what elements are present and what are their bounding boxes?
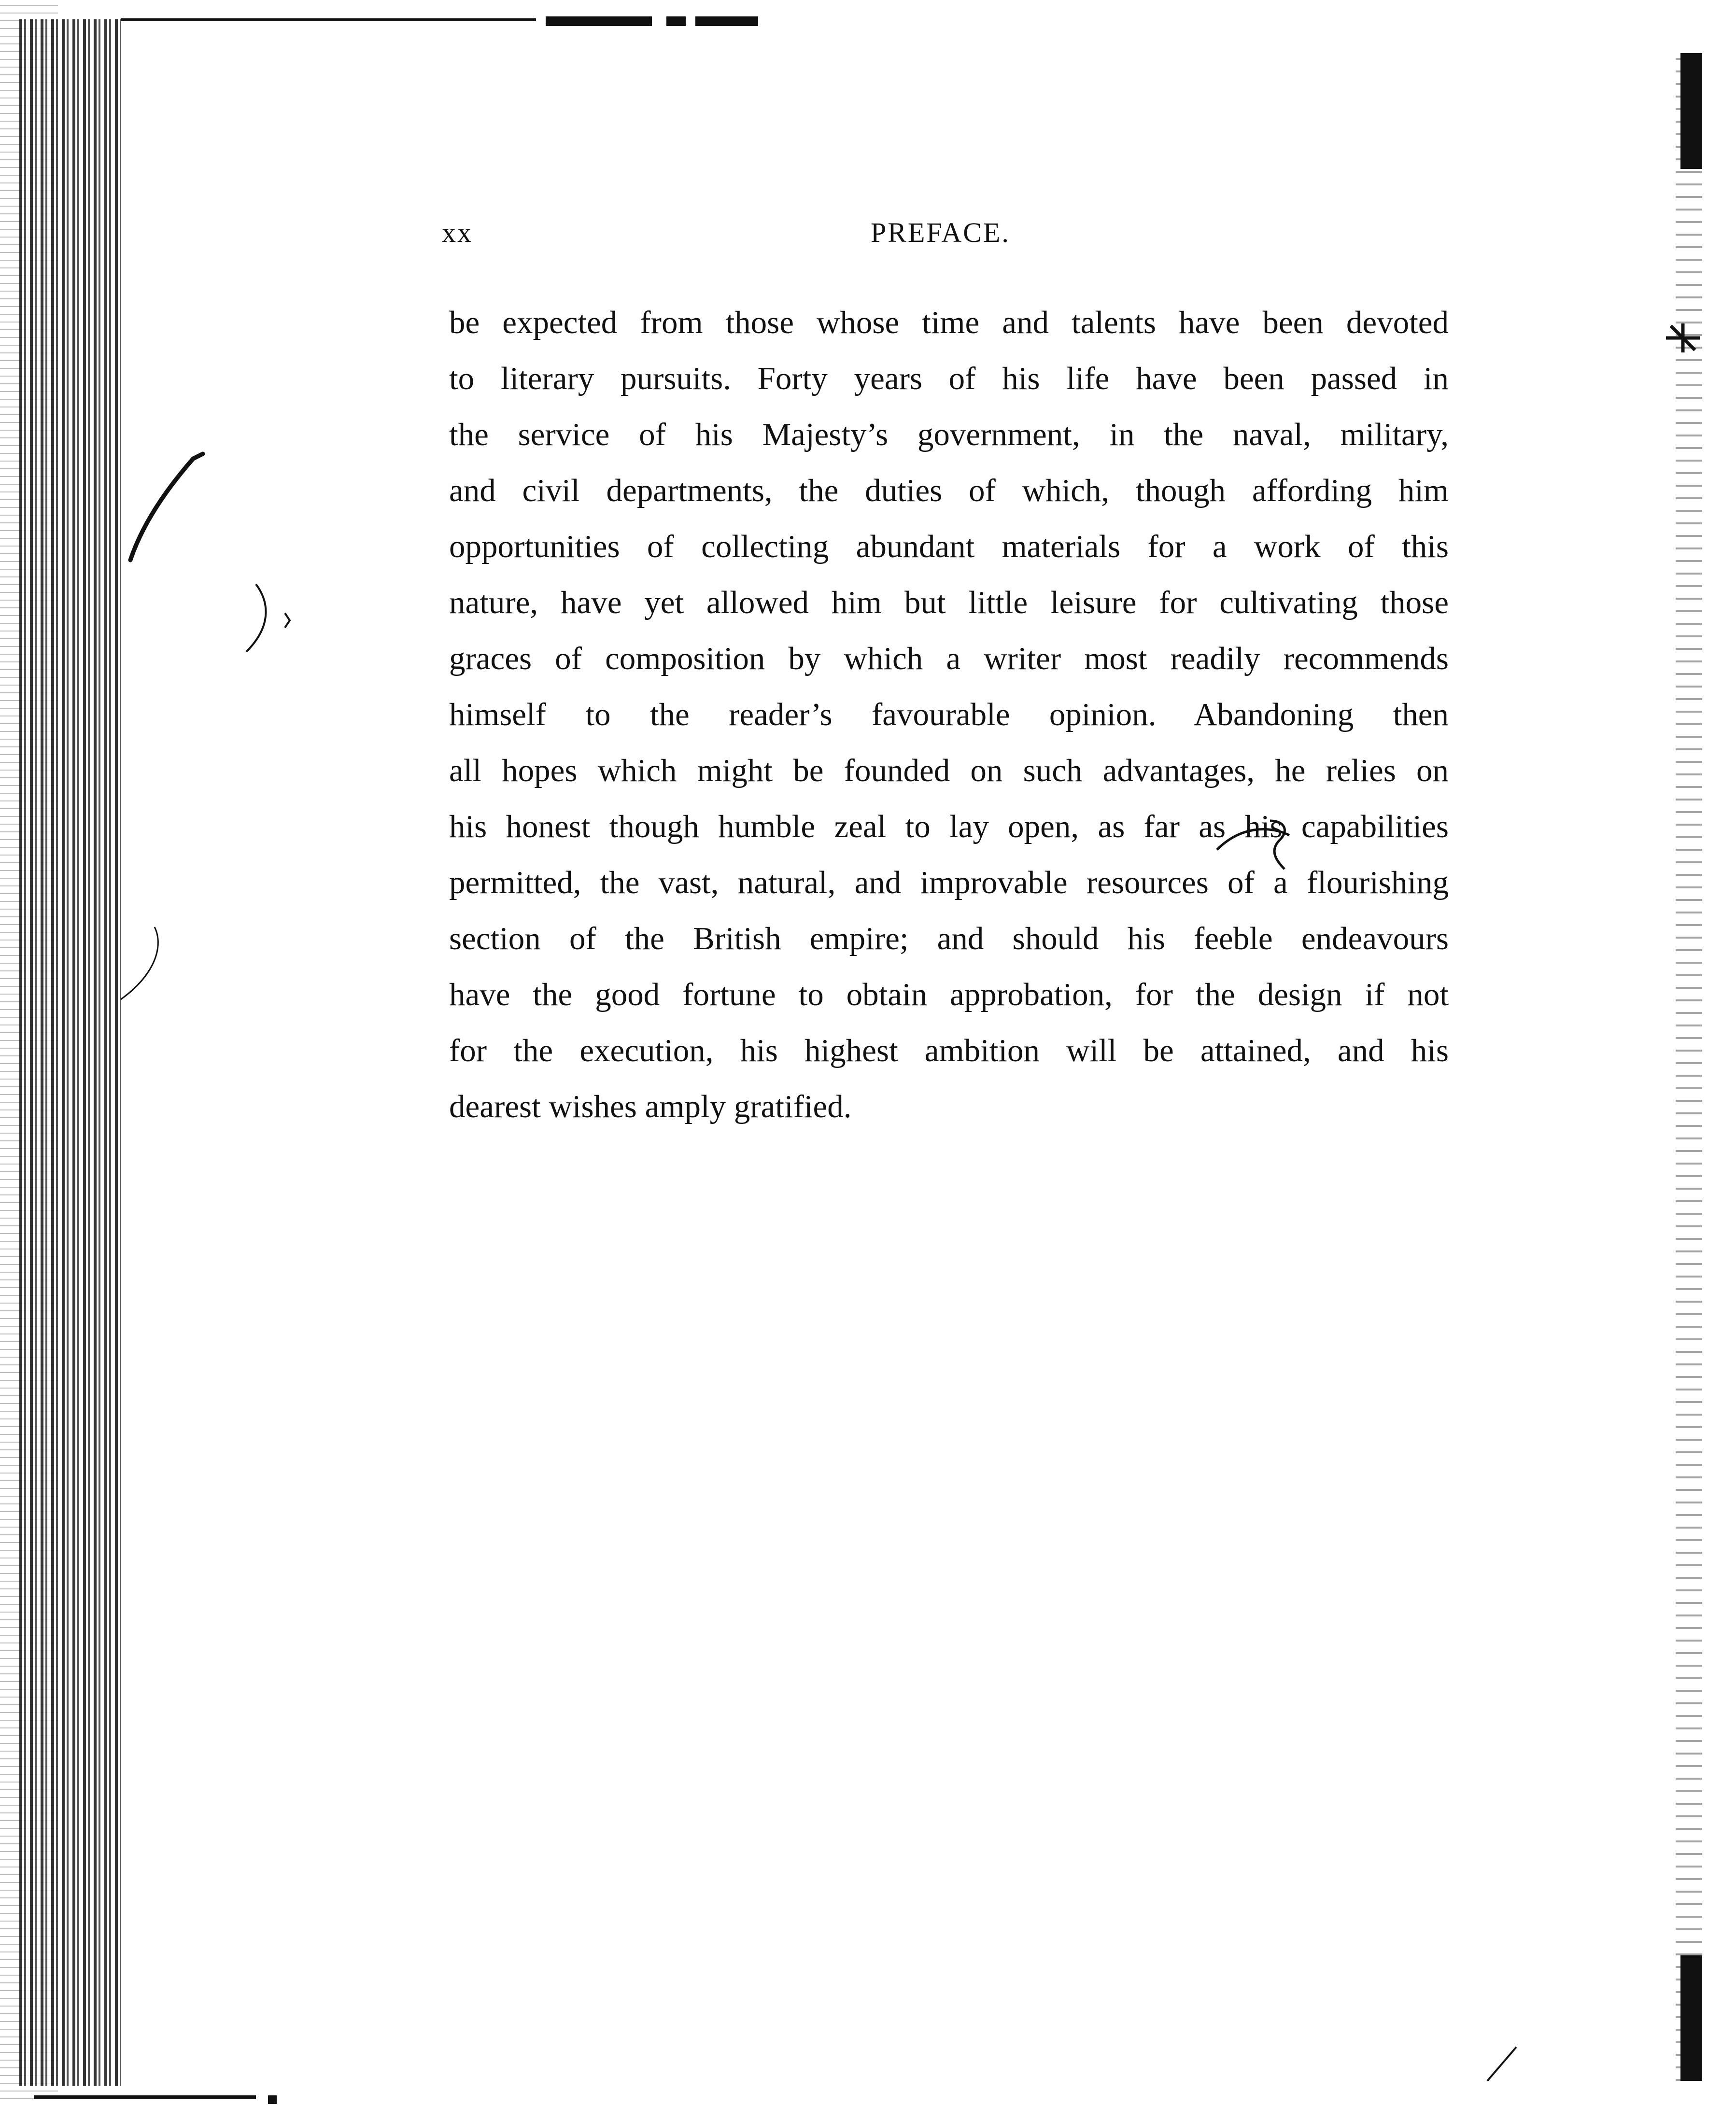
text-line: section of the British empire; and should his feeble endeavours bbox=[449, 921, 1449, 956]
margin-pen-curve bbox=[116, 917, 174, 1014]
bottom-scan-rule bbox=[34, 2095, 256, 2099]
preface-paragraph bbox=[449, 295, 1449, 1135]
page-number: xx bbox=[442, 217, 473, 248]
text-line: to literary pursuits. Forty years of his life have been passed in bbox=[449, 361, 1449, 396]
text-line: all hopes which might be founded on such advantages, he relies on bbox=[449, 753, 1449, 788]
right-page-edge bbox=[1676, 53, 1702, 2081]
running-title: PREFACE. bbox=[871, 217, 1010, 248]
text-line: opportunities of collecting abundant materials for a work of this bbox=[449, 529, 1449, 564]
text-line: nature, have yet allowed him but little leisure for cultivating those bbox=[449, 585, 1449, 620]
margin-pen-bracket bbox=[237, 575, 304, 661]
right-edge-mark-top bbox=[1680, 53, 1702, 169]
text-line: his honest though humble zeal to lay open, as far as his capabilities bbox=[449, 809, 1449, 844]
text-line: himself to the reader’s favourable opinion. Abandoning then bbox=[449, 697, 1449, 732]
bottom-scan-mark bbox=[268, 2095, 277, 2104]
text-line: have the good fortune to obtain approbation, for the design if not bbox=[449, 977, 1449, 1012]
text-line: permitted, the vast, natural, and improvable resources of a flourishing bbox=[449, 865, 1449, 900]
right-edge-mark-bottom bbox=[1680, 1955, 1702, 2081]
text-line: the service of his Majesty’s government, in the naval, military, bbox=[449, 417, 1449, 452]
running-head bbox=[442, 216, 1451, 255]
text-line: dearest wishes amply gratified. bbox=[449, 1089, 852, 1124]
text-line: for the execution, his highest ambition will be attained, and his bbox=[449, 1033, 1449, 1068]
margin-pen-stroke bbox=[121, 444, 227, 570]
text-line: be expected from those whose time and talents have been devoted bbox=[449, 305, 1449, 340]
top-scan-rule bbox=[121, 16, 744, 26]
text-line: graces of composition by which a writer most readily recommends bbox=[449, 641, 1449, 676]
text-line: and civil departments, the duties of which, though affording him bbox=[449, 473, 1449, 508]
bottom-right-stroke bbox=[1482, 2042, 1521, 2086]
book-binding-edge bbox=[19, 19, 121, 2086]
